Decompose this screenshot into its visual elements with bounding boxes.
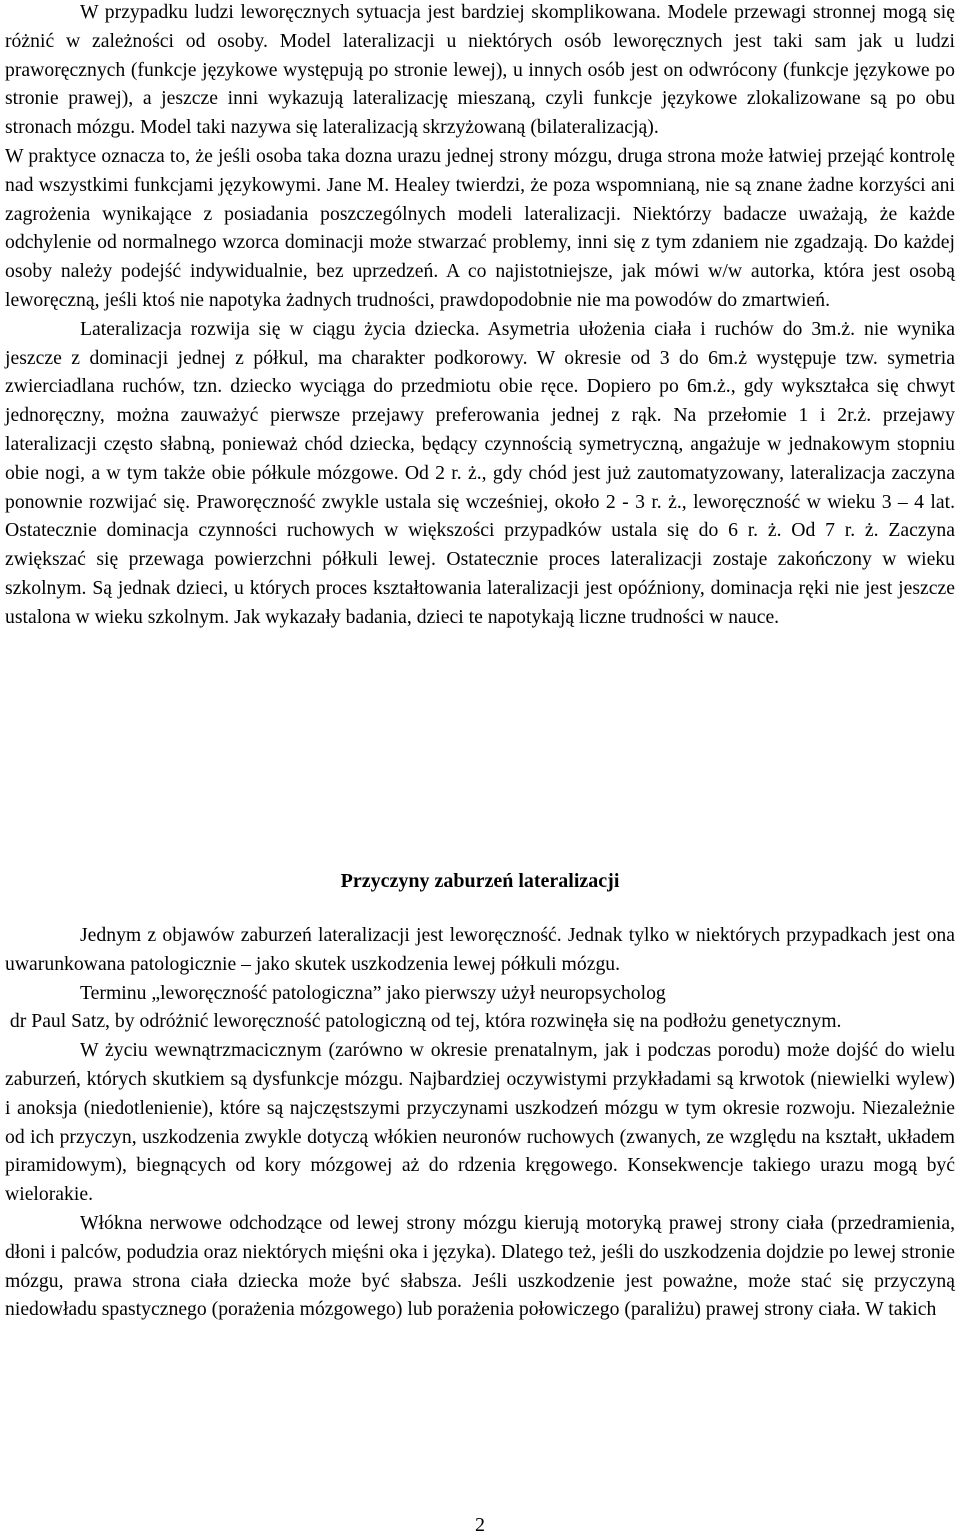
paragraph-practical-implications: W praktyce oznacza to, że jeśli osoba taka dozna urazu jednej strony mózgu, druga strona może łatwiej przejąć kontrolę nad wszystkimi funkcjami językowymi. Jane M. Healey twierdzi, że poza wspomnianą, nie są znane żadne korzyści ani zagrożenia wynikające z posiadania poszczególnych modeli lateralizacji. Niektórzy badacze uważają, że każde odchylenie od normalnego wzorca dominacji może stwarzać problemy, inni się z tym zdaniem nie zgadzają. Do każdej osoby należy podejść indywidualnie, bez uprzedzeń. A co najistotniejsze, jak mówi w/w autorka, która jest osobą leworęczną, jeśli ktoś nie napotyka żadnych trudności, prawdopodobnie nie ma powodów do zmartwień. <box>5 144 955 311</box>
paragraph-left-handed-models: W przypadku ludzi leworęcznych sytuacja jest bardziej skomplikowana. Modele przewagi stronnej mogą się różnić w zależności od osoby. Model lateralizacji u niektórych osób leworęcznych jest taki sam jak u ludzi praworęcznych (funkcje językowe występują po stronie lewej), u innych osób jest on odwrócony (funkcje językowe po stronie prawej), a jeszcze inni wykazują lateralizację mieszaną, czyli funkcje językowe zlokalizowane są po obu stronach mózgu. Model taki nazywa się lateralizacją skrzyżowaną (bilateralizacją). <box>5 1 955 139</box>
paragraph-prenatal-disorders: W życiu wewnątrzmacicznym (zarówno w okresie prenatalnym, jak i podczas porodu) może dojść do wielu zaburzeń, których skutkiem są dysfunkcje mózgu. Najbardziej oczywistymi przykładami są krwotok (niewielki wylew) i anoksja (niedotlenienie), które są najczęstszymi przyczynami uszkodzeń mózgu w tym okresie rozwoju. Niezależnie od ich przyczyn, uszkodzenia zwykle dotyczą włókien neuronów ruchowych (zwanych, ze względu na kształt, układem piramidowym), biegnących od kory mózgowej aż do rdzenia kręgowego. Konsekwencje takiego urazu mogą być wielorakie. <box>5 1039 955 1206</box>
section-heading: Przyczyny zaburzeń lateralizacji <box>340 870 620 892</box>
paragraph-pathological-term: Terminu „leworęczność patologiczna” jako pierwszy użył neuropsycholog <box>80 981 666 1004</box>
page-number: 2 <box>475 1514 485 1536</box>
paragraph-nerve-fibers: Włókna nerwowe odchodzące od lewej strony mózgu kierują motoryką prawej strony ciała (przedramienia, dłoni i palców, podudzia oraz niektórych mięśni oka i języka). Dlatego też, jeśli do uszkodzenia dojdzie po lewej stronie mózgu, prawa strona ciała dziecka może być słabsza. Jeśli uszkodzenie jest poważne, może stać się przyczyną niedowładu spastycznego (porażenia mózgowego) lub porażenia połowiczego (paraliżu) prawej strony ciała. W takich <box>5 1211 955 1321</box>
paragraph-lateralization-in-childhood: Lateralizacja rozwija się w ciągu życia dziecka. Asymetria ułożenia ciała i ruchów do 3m.ż. nie wynika jeszcze z dominacji jednej z półkul, ma charakter podkorowy. W okresie od 3 do 6m.ż występuje tzw. symetria zwierciadlana ruchów, tzn. dziecko wyciąga do przedmiotu obie ręce. Dopiero po 6m.ż., gdy wykształca się chwyt jednoręczny, można zauważyć pierwsze przejawy preferowania jednej z rąk. Na przełomie 1 i 2r.ż. przejawy lateralizacji często słabną, ponieważ chód dziecka, będący czynnością symetryczną, angażuje w jednakowym stopniu obie nogi, a w tym także obie półkule mózgowe. Od 2 r. ż., gdy chód jest już zautomatyzowany, lateralizacja zaczyna ponownie rozwijać się. Praworęczność zwykle ustala się wcześniej, około 2 - 3 r. ż., leworęczność w wieku 3 – 4 lat. Ostatecznie dominacja czynności ruchowych w większości przypadków ustala się do 6 r. ż. Od 7 r. ż. Zaczyna zwiększać się przewaga powierzchni półkuli lewej. Ostatecznie proces lateralizacji zostaje zakończony w wieku szkolnym. Są jednak dzieci, u których proces kształtowania lateralizacji jest opóźniony, dominacja ręki nie jest jeszcze ustalona w wieku szkolnym. Jak wykazały badania, dzieci te napotykają liczne trudności w nauce. <box>5 317 955 628</box>
section-causes-of-disorders <box>5 921 955 1324</box>
paragraph-left-handedness-symptom: Jednym z objawów zaburzeń lateralizacji jest leworęczność. Jednak tylko w niektórych przypadkach jest ona uwarunkowana patologicznie – jako skutek uszkodzenia lewej półkuli mózgu. <box>5 924 955 975</box>
document-page <box>5 0 955 1537</box>
section-lateralization-development <box>5 0 955 632</box>
paragraph-paul-satz: dr Paul Satz, by odróżnić leworęczność patologiczną od tej, która rozwinęła się na podłożu genetycznym. <box>5 1010 842 1033</box>
